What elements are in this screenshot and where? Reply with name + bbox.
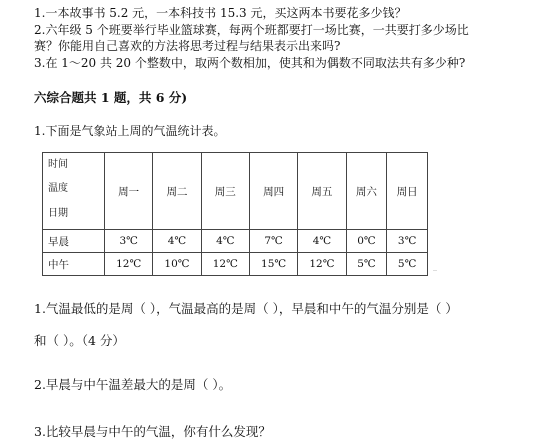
row-label: 中午	[43, 253, 105, 276]
temperature-cell: 12℃	[298, 253, 346, 276]
temperature-cell: 12℃	[201, 253, 249, 276]
table-row-morning	[43, 230, 428, 253]
temperature-cell: 10℃	[153, 253, 201, 276]
problem-text-1: 1.一本故事书 5.2 元，一本科技书 15.3 元，买这两本书要花多少钱？	[34, 6, 407, 20]
corner-cell	[43, 153, 105, 230]
temperature-cell: 7℃	[249, 230, 297, 253]
temperature-cell: 4℃	[298, 230, 346, 253]
corner-label-date: 日期	[48, 208, 68, 219]
temperature-table	[42, 152, 428, 276]
day-header: 周日	[387, 153, 428, 230]
temperature-cell: 12℃	[105, 253, 153, 276]
question-2: 2.早晨与中午温差最大的是周（ ）。	[34, 377, 232, 392]
day-header: 周二	[153, 153, 201, 230]
table-edge-mark	[433, 270, 437, 271]
temperature-cell: 3℃	[387, 230, 428, 253]
day-header: 周一	[105, 153, 153, 230]
question-3: 3.比较早晨与中午的气温，你有什么发现？	[34, 424, 271, 439]
problem-text-3: 3.在 1～20 共 20 个整数中，取两个数相加，使其和为偶数不同取法共有多少种?	[34, 56, 466, 70]
problem-text-2a: 2.六年级 5 个班要举行毕业篮球赛，每两个班都要打一场比赛，一共要打多少场比	[34, 23, 469, 37]
row-label: 早晨	[43, 230, 105, 253]
temperature-cell: 5℃	[387, 253, 428, 276]
temperature-cell: 0℃	[346, 230, 387, 253]
question-1a: 1.气温最低的是周（ ），气温最高的是周（ ），早晨和中午的气温分别是（ ）	[34, 301, 458, 316]
day-header: 周四	[249, 153, 297, 230]
table-intro: 1.下面是气象站上周的气温统计表。	[34, 124, 226, 138]
section-heading: 六综合题共 1 题，共 6 分)	[34, 90, 188, 105]
question-1b: 和（ ）。（4 分）	[34, 333, 125, 348]
table-header-row	[43, 153, 428, 230]
corner-label-temperature: 温度	[48, 183, 68, 194]
problem-text-2b: 赛？你能用自己喜欢的方法将思考过程与结果表示出来吗?	[34, 39, 341, 53]
temperature-cell: 3℃	[105, 230, 153, 253]
temperature-cell: 4℃	[153, 230, 201, 253]
day-header: 周六	[346, 153, 387, 230]
corner-label-time: 时间	[48, 159, 68, 170]
day-header: 周五	[298, 153, 346, 230]
day-header: 周三	[201, 153, 249, 230]
temperature-cell: 4℃	[201, 230, 249, 253]
table-row-noon	[43, 253, 428, 276]
temperature-cell: 15℃	[249, 253, 297, 276]
temperature-cell: 5℃	[346, 253, 387, 276]
